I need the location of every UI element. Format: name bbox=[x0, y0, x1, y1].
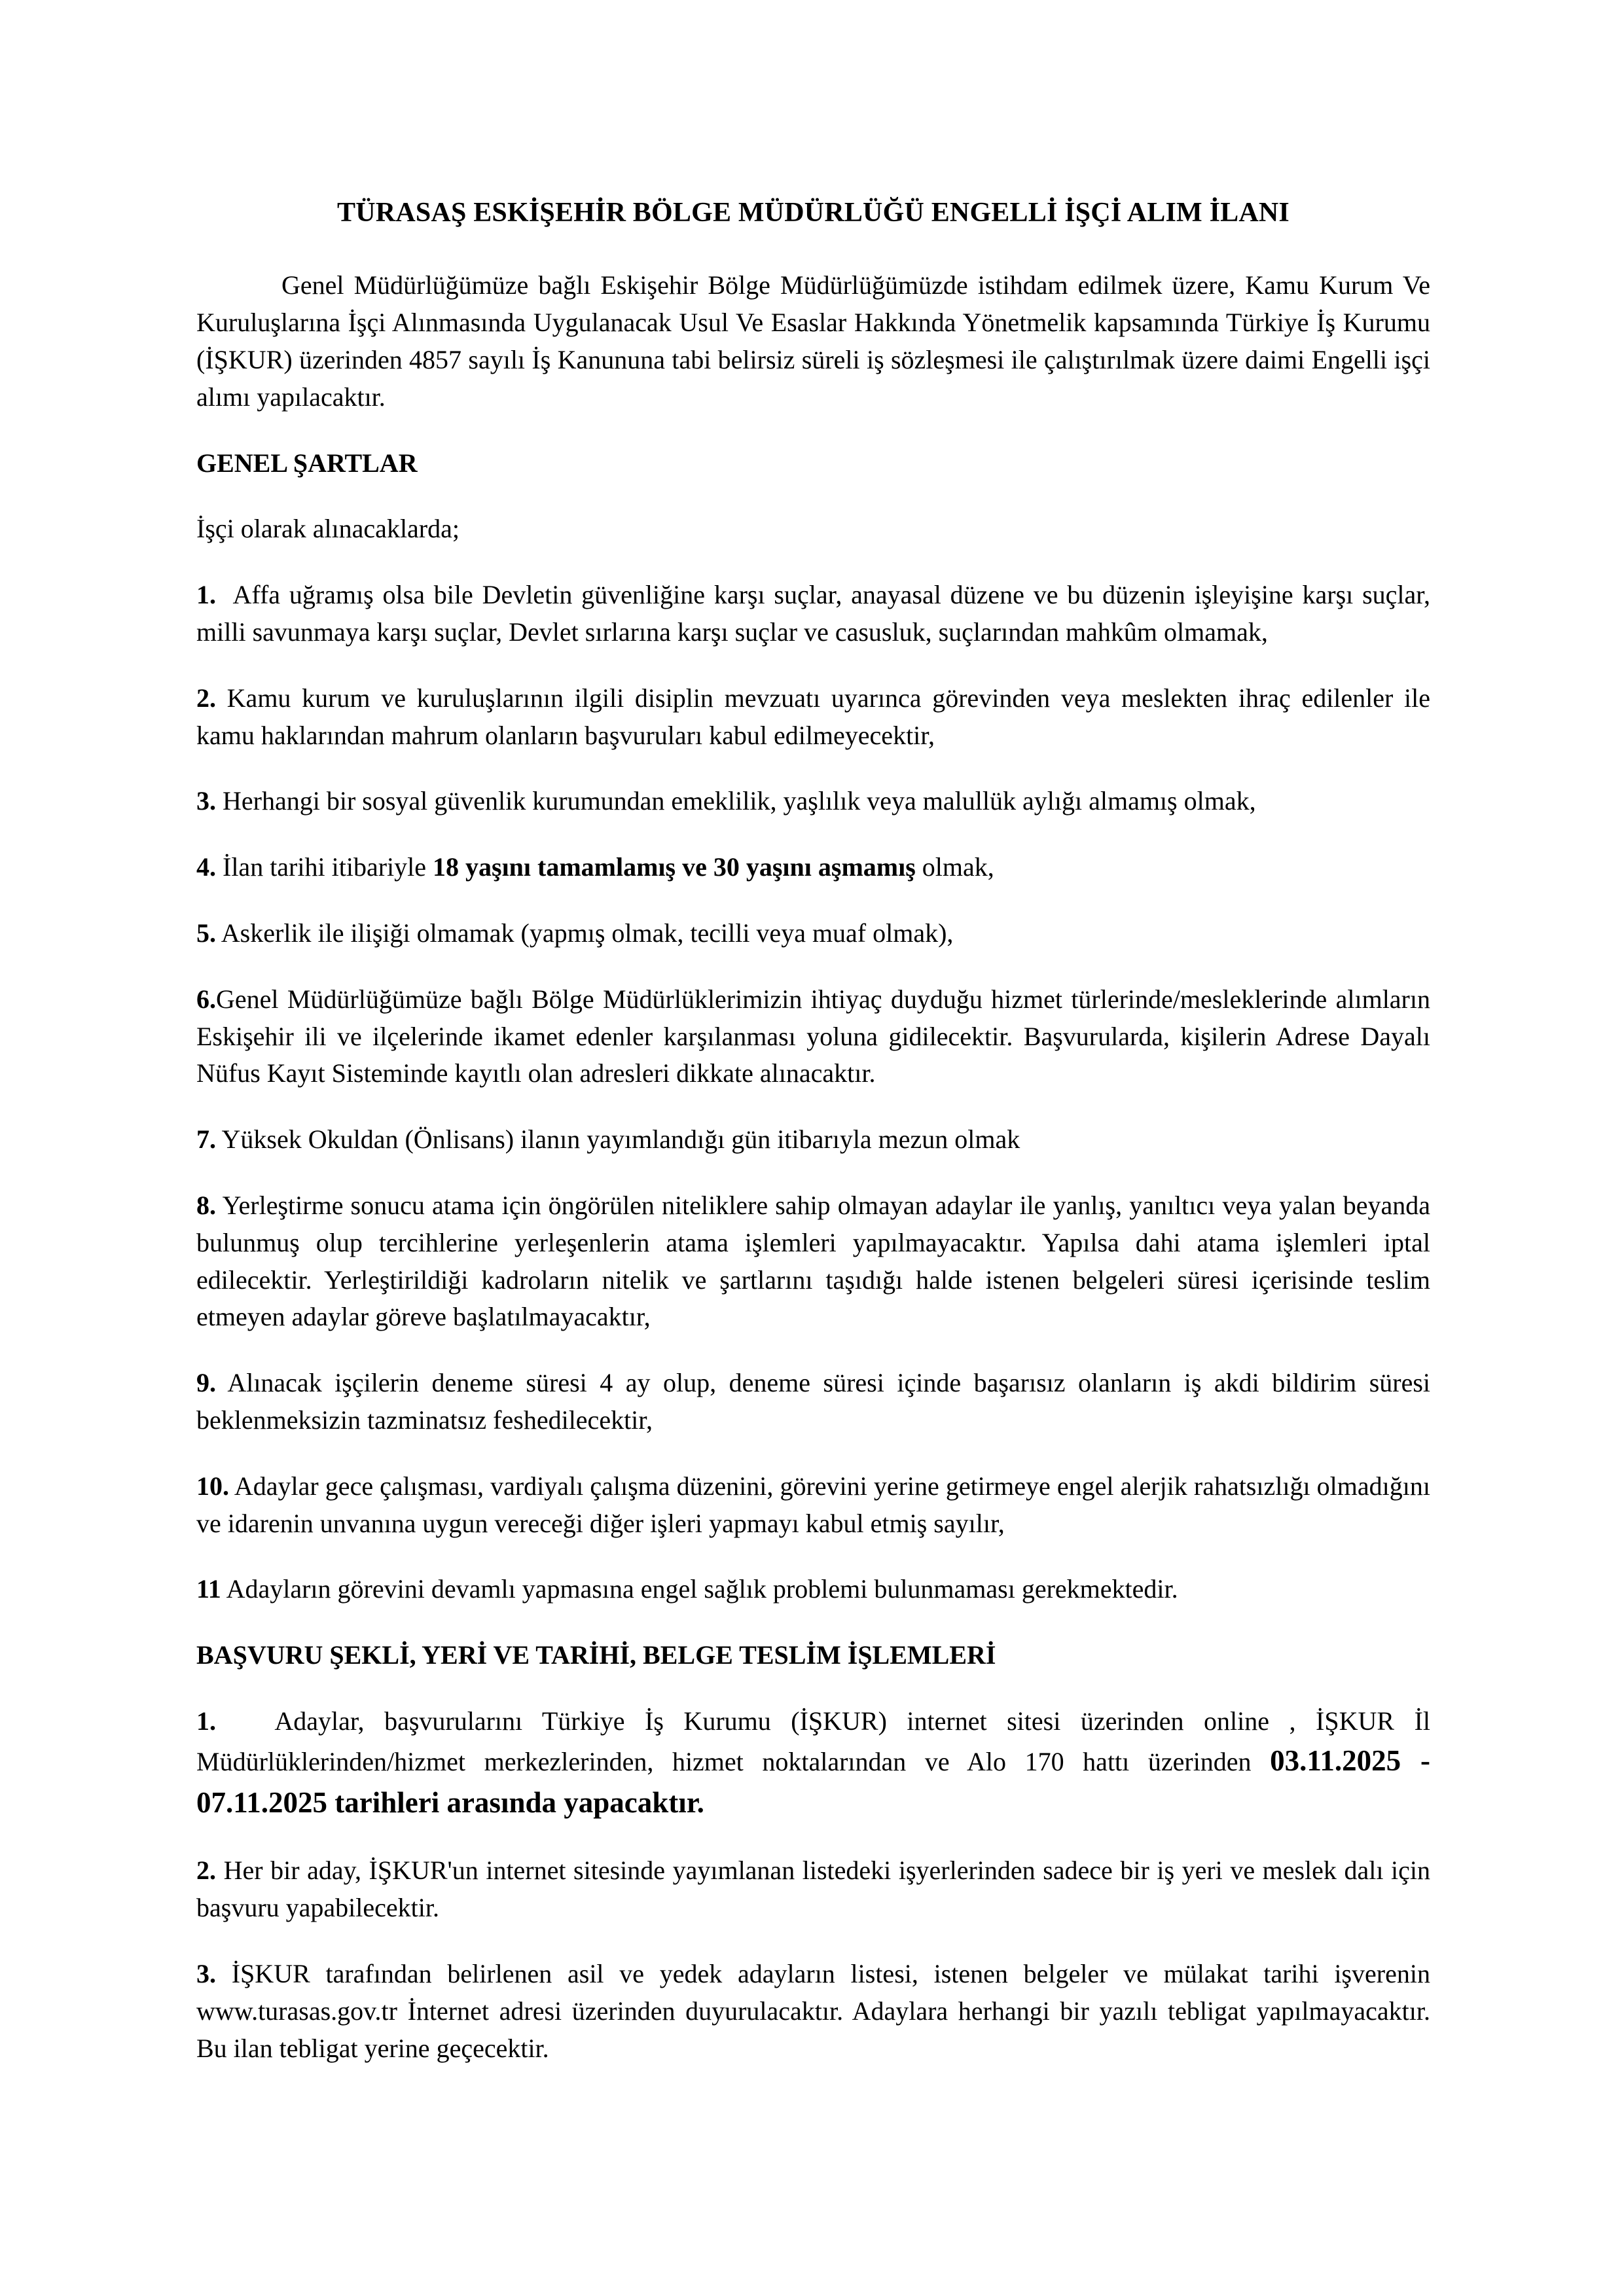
condition-text-4-bold: 18 yaşını tamamlamış ve 30 yaşını aşmamış bbox=[433, 852, 916, 882]
condition-item-5 bbox=[196, 915, 1430, 952]
intro-paragraph: Genel Müdürlüğümüze bağlı Eskişehir Bölge Müdürlüğümüzde istihdam edilmek üzere, Kamu Kurum Ve Kuruluşlarına İşçi Alınmasında Uygulanacak Usul Ve Esaslar Hakkında Yönetmelik kapsamında Türkiye İş Kurumu (İŞKUR) üzerinden 4857 sayılı İş Kanununa tabi belirsiz süreli iş sözleşmesi ile çalıştırılmak üzere daimi Engelli işçi alımı yapılacaktır. bbox=[196, 270, 1430, 412]
application-number-1: 1. bbox=[196, 1706, 216, 1736]
condition-item-9 bbox=[196, 1365, 1430, 1439]
page-title: TÜRASAŞ ESKİŞEHİR BÖLGE MÜDÜRLÜĞÜ ENGELLİ İŞÇİ ALIM İLANI bbox=[337, 198, 1290, 228]
application-text-3: İŞKUR tarafından belirlenen asil ve yedek adayların listesi, istenen belgeler ve mülakat tarihi işverenin www.turasas.gov.tr İnternet adresi üzerinden duyurulacaktır. Adaylara herhangi bir yazılı tebligat yapılmayacaktır. Bu ilan tebligat yerine geçecektir. bbox=[196, 1959, 1430, 2063]
condition-item-4 bbox=[196, 849, 1430, 886]
application-item-3 bbox=[196, 1956, 1430, 2067]
condition-number-6: 6. bbox=[196, 984, 216, 1014]
condition-text-4-after: olmak, bbox=[915, 852, 994, 882]
condition-number-10: 10. bbox=[196, 1471, 229, 1501]
condition-text-6: Genel Müdürlüğümüze bağlı Bölge Müdürlüklerimizin ihtiyaç duyduğu hizmet türlerinde/mesleklerinde alımların Eskişehir ili ve ilçelerinde ikamet edenler karşılanması yoluna gidilecektir. Başvurularda, kişilerin Adrese Dayalı Nüfus Kayıt Sisteminde kayıtlı olan adresleri dikkate alınacaktır. bbox=[196, 984, 1430, 1088]
application-text-2: Her bir aday, İŞKUR'un internet sitesinde yayımlanan listedeki işyerlerinden sadece bir iş yeri ve meslek dalı için başvuru yapabilecektir. bbox=[196, 1856, 1431, 1923]
application-item-1 bbox=[196, 1703, 1430, 1824]
section-heading-application: BAŞVURU ŞEKLİ, YERİ VE TARİHİ, BELGE TESLİM İŞLEMLERİ bbox=[196, 1640, 996, 1670]
condition-number-5: 5. bbox=[196, 918, 216, 948]
condition-text-2: Kamu kurum ve kuruluşlarının ilgili disiplin mevzuatı uyarınca görevinden veya meslekten ihraç edilenler ile kamu haklarından mahrum olanların başvuruları kabul edilmeyecektir, bbox=[196, 683, 1431, 750]
condition-number-2: 2. bbox=[196, 683, 216, 713]
condition-number-11: 11 bbox=[196, 1574, 221, 1604]
condition-text-1: Affa uğramış olsa bile Devletin güvenliğine karşı suçlar, anayasal düzene ve bu düzenin işleyişine karşı suçlar, milli savunmaya karşı suçlar, Devlet sırlarına karşı suçlar ve casusluk, suçlarından mahkûm olmamak, bbox=[196, 580, 1431, 647]
condition-item-11 bbox=[196, 1571, 1430, 1608]
condition-text-10: Adaylar gece çalışması, vardiyalı çalışma düzenini, görevini yerine getirmeye engel alerjik rahatsızlığı olmadığını ve idarenin unvanına uygun vereceği diğer işleri yapmayı kabul etmiş sayılır, bbox=[196, 1471, 1430, 1538]
section-heading-general-conditions: GENEL ŞARTLAR bbox=[196, 448, 418, 478]
application-item-2 bbox=[196, 1852, 1430, 1927]
condition-item-8 bbox=[196, 1187, 1430, 1336]
condition-item-6 bbox=[196, 981, 1430, 1092]
condition-text-5: Askerlik ile ilişiği olmamak (yapmış olmak, tecilli veya muaf olmak), bbox=[221, 918, 954, 948]
condition-number-1: 1. bbox=[196, 580, 216, 610]
condition-text-9: Alınacak işçilerin deneme süresi 4 ay olup, deneme süresi içinde başarısız olanların iş akdi bildirim süresi beklenmeksizin tazminatsız feshedilecektir, bbox=[196, 1368, 1431, 1435]
condition-text-11: Adayların görevini devamlı yapmasına engel sağlık problemi bulunmaması gerekmektedir. bbox=[226, 1574, 1178, 1604]
application-number-2: 2. bbox=[196, 1856, 216, 1886]
condition-item-3 bbox=[196, 783, 1430, 820]
condition-item-1 bbox=[196, 577, 1430, 651]
condition-item-10 bbox=[196, 1468, 1430, 1543]
condition-item-7 bbox=[196, 1121, 1430, 1158]
general-conditions-lead: İşçi olarak alınacaklarda; bbox=[196, 514, 460, 544]
condition-number-8: 8. bbox=[196, 1190, 216, 1220]
condition-number-3: 3. bbox=[196, 786, 216, 816]
application-text-1-before: Adaylar, başvurularını Türkiye İş Kurumu (İŞKUR) internet sitesi üzerinden online , İŞKUR İl Müdürlüklerinden/hizmet merkezlerinden, hizmet noktalarından ve Alo 170 hattı üzerinden bbox=[196, 1706, 1430, 1776]
application-number-3: 3. bbox=[196, 1959, 216, 1989]
condition-text-3: Herhangi bir sosyal güvenlik kurumundan emeklilik, yaşlılık veya malullük aylığı almamış olmak, bbox=[223, 786, 1256, 816]
condition-number-4: 4. bbox=[196, 852, 216, 882]
condition-item-2 bbox=[196, 680, 1430, 755]
condition-number-9: 9. bbox=[196, 1368, 216, 1398]
condition-text-8: Yerleştirme sonucu atama için öngörülen niteliklere sahip olmayan adaylar ile yanlış, yanıltıcı veya yalan beyanda bulunmuş olup tercihlerine yerleşenlerin atama işlemleri yapılmayacaktır. Yapılsa dahi atama işlemleri iptal edilecektir. Yerleştirildiği kadroların nitelik ve şartlarını taşıdığı halde istenen belgeleri süresi içerisinde teslim etmeyen adaylar göreve başlatılmayacaktır, bbox=[196, 1190, 1431, 1332]
condition-text-7: Yüksek Okuldan (Önlisans) ilanın yayımlandığı gün itibarıyla mezun olmak bbox=[221, 1124, 1020, 1155]
condition-text-4-before: İlan tarihi itibariyle bbox=[223, 852, 433, 882]
application-dates: 03.11.2025 - 07.11.2025 tarihleri arasında yapacaktır. bbox=[196, 1744, 1430, 1819]
condition-number-7: 7. bbox=[196, 1124, 216, 1155]
